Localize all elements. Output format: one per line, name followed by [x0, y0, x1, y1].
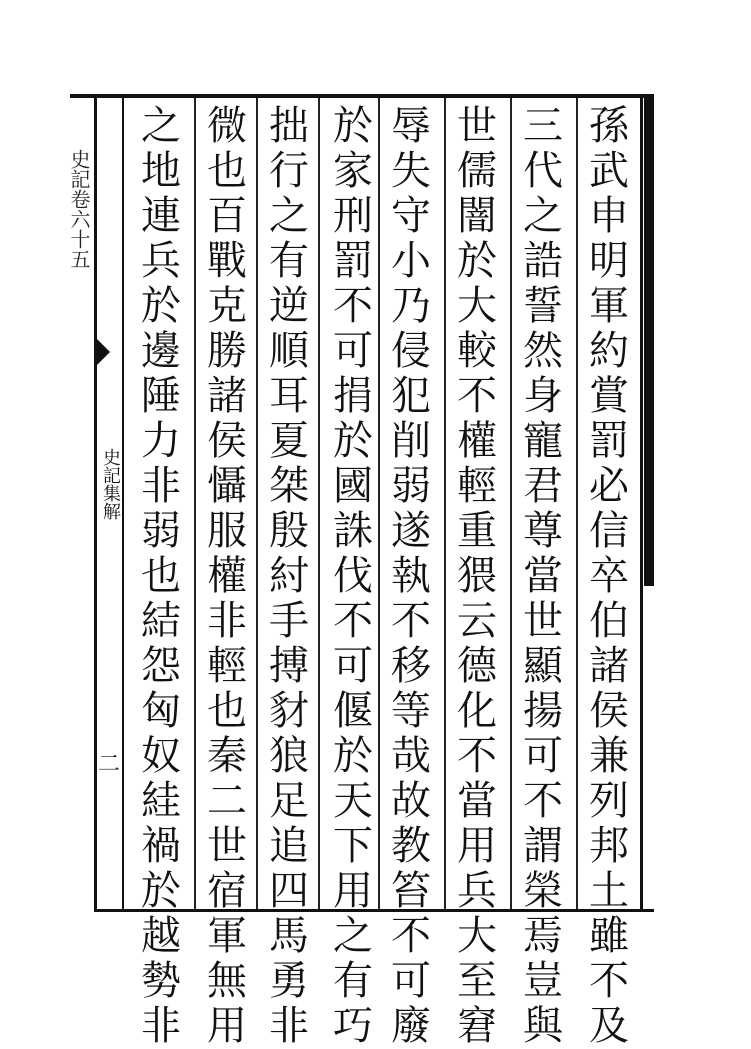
text-column-4: [380, 103, 442, 1049]
column-character: 兵: [457, 868, 497, 914]
column-character: 國: [333, 463, 373, 509]
column-character: 殷: [269, 508, 309, 554]
column-character: 秦: [207, 733, 247, 779]
column-character: 較: [457, 328, 497, 374]
column-character: 然: [523, 328, 563, 374]
column-character: 克: [207, 283, 247, 329]
column-character: 身: [523, 373, 563, 419]
column-character: 寵: [523, 418, 563, 464]
column-character: 之: [523, 193, 563, 239]
column-character: 弱: [141, 508, 181, 554]
column-character: 與: [523, 1003, 563, 1049]
column-character: 闇: [457, 193, 497, 239]
text-column-3: [446, 103, 508, 1049]
column-character: 非: [141, 1003, 181, 1049]
column-character: 世: [523, 598, 563, 644]
column-character: 云: [457, 598, 497, 644]
column-character: 武: [589, 148, 629, 194]
column-character: 申: [589, 193, 629, 239]
column-character: 巧: [333, 1003, 373, 1049]
column-character: 辱: [391, 103, 431, 149]
column-character: 諸: [589, 643, 629, 689]
column-separator: [576, 98, 578, 909]
column-character: 化: [457, 688, 497, 734]
column-character: 等: [391, 688, 431, 734]
column-character: 於: [141, 283, 181, 329]
column-character: 耳: [269, 373, 309, 419]
column-character: 匈: [141, 688, 181, 734]
frame-right-thick-rule: [644, 94, 654, 586]
column-character: 不: [391, 913, 431, 959]
column-character: 連: [141, 193, 181, 239]
column-character: 微: [207, 103, 247, 149]
fish-tail-mark: [96, 338, 110, 366]
column-character: 力: [141, 418, 181, 464]
column-character: 偃: [333, 688, 373, 734]
text-column-2: [512, 103, 574, 1049]
column-separator: [378, 98, 380, 909]
column-character: 可: [333, 328, 373, 374]
column-character: 重: [457, 508, 497, 554]
column-character: 可: [391, 958, 431, 1004]
column-character: 三: [523, 103, 563, 149]
column-character: 宿: [207, 868, 247, 914]
column-character: 不: [333, 283, 373, 329]
column-character: 手: [269, 598, 309, 644]
column-character: 大: [457, 283, 497, 329]
column-character: 用: [207, 1003, 247, 1049]
column-character: 四: [269, 868, 309, 914]
column-character: 非: [141, 463, 181, 509]
column-character: 二: [207, 778, 247, 824]
column-character: 誓: [523, 283, 563, 329]
column-character: 不: [457, 733, 497, 779]
column-character: 勇: [269, 958, 309, 1004]
column-character: 百: [207, 193, 247, 239]
column-character: 執: [391, 553, 431, 599]
column-character: 猥: [457, 553, 497, 599]
text-column-6: [258, 103, 320, 1049]
frame-right-rule: [640, 94, 643, 912]
column-character: 誅: [333, 508, 373, 554]
column-character: 弱: [391, 463, 431, 509]
column-character: 不: [589, 958, 629, 1004]
column-character: 君: [523, 463, 563, 509]
column-character: 賞: [589, 373, 629, 419]
column-character: 無: [207, 958, 247, 1004]
text-column-8: [130, 103, 192, 1049]
column-character: 足: [269, 778, 309, 824]
column-character: 戰: [207, 238, 247, 284]
margin-strip-rule: [122, 94, 124, 912]
column-character: 陲: [141, 373, 181, 419]
column-character: 孫: [589, 103, 629, 149]
column-character: 奴: [141, 733, 181, 779]
column-character: 勢: [141, 958, 181, 1004]
column-character: 卒: [589, 553, 629, 599]
column-character: 伯: [589, 598, 629, 644]
column-character: 馬: [269, 913, 309, 959]
column-character: 榮: [523, 868, 563, 914]
margin-book-title: 史記集解: [100, 448, 121, 520]
column-character: 之: [333, 913, 373, 959]
column-character: 輕: [457, 463, 497, 509]
column-character: 於: [457, 238, 497, 284]
column-character: 下: [333, 823, 373, 869]
column-character: 大: [457, 913, 497, 959]
frame-top-rule: [70, 94, 652, 98]
column-character: 列: [589, 778, 629, 824]
column-character: 揚: [523, 688, 563, 734]
column-character: 刑: [333, 193, 373, 239]
column-character: 於: [333, 103, 373, 149]
column-character: 之: [269, 193, 309, 239]
text-column-5: [322, 103, 384, 1049]
column-character: 用: [457, 823, 497, 869]
column-character: 侵: [391, 328, 431, 374]
column-character: 之: [141, 103, 181, 149]
column-character: 有: [269, 238, 309, 284]
column-character: 絓: [141, 778, 181, 824]
column-character: 世: [207, 823, 247, 869]
column-character: 窘: [457, 1003, 497, 1049]
column-character: 豺: [269, 688, 309, 734]
column-character: 捐: [333, 373, 373, 419]
column-character: 侯: [207, 418, 247, 464]
column-character: 土: [589, 868, 629, 914]
column-character: 哉: [391, 733, 431, 779]
page-number: 二: [97, 752, 120, 777]
column-character: 非: [269, 1003, 309, 1049]
column-character: 當: [523, 553, 563, 599]
column-character: 用: [333, 868, 373, 914]
column-character: 當: [457, 778, 497, 824]
column-character: 紂: [269, 553, 309, 599]
column-character: 服: [207, 508, 247, 554]
column-character: 遂: [391, 508, 431, 554]
column-character: 焉: [523, 913, 563, 959]
column-character: 不: [523, 778, 563, 824]
column-character: 笞: [391, 868, 431, 914]
column-character: 及: [589, 1003, 629, 1049]
column-character: 守: [391, 193, 431, 239]
column-character: 代: [523, 148, 563, 194]
column-character: 天: [333, 778, 373, 824]
column-character: 禍: [141, 823, 181, 869]
column-character: 信: [589, 508, 629, 554]
column-character: 順: [269, 328, 309, 374]
column-separator: [444, 98, 446, 909]
column-character: 行: [269, 148, 309, 194]
text-column-7: [196, 103, 258, 1049]
column-character: 雖: [589, 913, 629, 959]
column-separator: [256, 98, 258, 909]
column-character: 可: [523, 733, 563, 779]
column-character: 軍: [589, 283, 629, 329]
column-character: 怨: [141, 643, 181, 689]
column-character: 拙: [269, 103, 309, 149]
margin-chapter-title: 史記卷六十五: [67, 149, 91, 269]
column-character: 世: [457, 103, 497, 149]
column-character: 非: [207, 598, 247, 644]
column-character: 勝: [207, 328, 247, 374]
column-character: 結: [141, 598, 181, 644]
column-character: 失: [391, 148, 431, 194]
column-character: 於: [141, 868, 181, 914]
column-character: 於: [333, 418, 373, 464]
column-separator: [510, 98, 512, 909]
column-character: 小: [391, 238, 431, 284]
column-character: 豈: [523, 958, 563, 1004]
column-character: 移: [391, 643, 431, 689]
column-character: 夏: [269, 418, 309, 464]
column-character: 顯: [523, 643, 563, 689]
column-character: 搏: [269, 643, 309, 689]
column-character: 軍: [207, 913, 247, 959]
column-separator: [318, 98, 320, 909]
column-character: 權: [207, 553, 247, 599]
column-character: 諸: [207, 373, 247, 419]
column-character: 邊: [141, 328, 181, 374]
column-character: 不: [457, 373, 497, 419]
column-character: 罰: [333, 238, 373, 284]
column-character: 不: [391, 598, 431, 644]
column-character: 儒: [457, 148, 497, 194]
column-character: 狼: [269, 733, 309, 779]
column-character: 也: [207, 148, 247, 194]
column-character: 必: [589, 463, 629, 509]
column-character: 追: [269, 823, 309, 869]
column-character: 乃: [391, 283, 431, 329]
column-character: 逆: [269, 283, 309, 329]
column-character: 也: [141, 553, 181, 599]
column-character: 伐: [333, 553, 373, 599]
column-separator: [194, 98, 196, 909]
column-character: 可: [333, 643, 373, 689]
column-character: 德: [457, 643, 497, 689]
column-character: 廢: [391, 1003, 431, 1049]
column-character: 侯: [589, 688, 629, 734]
column-character: 權: [457, 418, 497, 464]
column-character: 誥: [523, 238, 563, 284]
column-character: 尊: [523, 508, 563, 554]
column-character: 桀: [269, 463, 309, 509]
column-character: 也: [207, 688, 247, 734]
column-character: 地: [141, 148, 181, 194]
column-character: 有: [333, 958, 373, 1004]
column-character: 約: [589, 328, 629, 374]
column-character: 犯: [391, 373, 431, 419]
column-character: 兵: [141, 238, 181, 284]
column-character: 邦: [589, 823, 629, 869]
column-character: 明: [589, 238, 629, 284]
column-character: 教: [391, 823, 431, 869]
column-character: 不: [333, 598, 373, 644]
column-character: 越: [141, 913, 181, 959]
column-character: 家: [333, 148, 373, 194]
column-character: 至: [457, 958, 497, 1004]
column-character: 罰: [589, 418, 629, 464]
column-character: 故: [391, 778, 431, 824]
column-character: 於: [333, 733, 373, 779]
column-character: 削: [391, 418, 431, 464]
column-character: 懾: [207, 463, 247, 509]
column-character: 謂: [523, 823, 563, 869]
text-column-1: [578, 103, 640, 1049]
column-character: 輕: [207, 643, 247, 689]
column-character: 兼: [589, 733, 629, 779]
